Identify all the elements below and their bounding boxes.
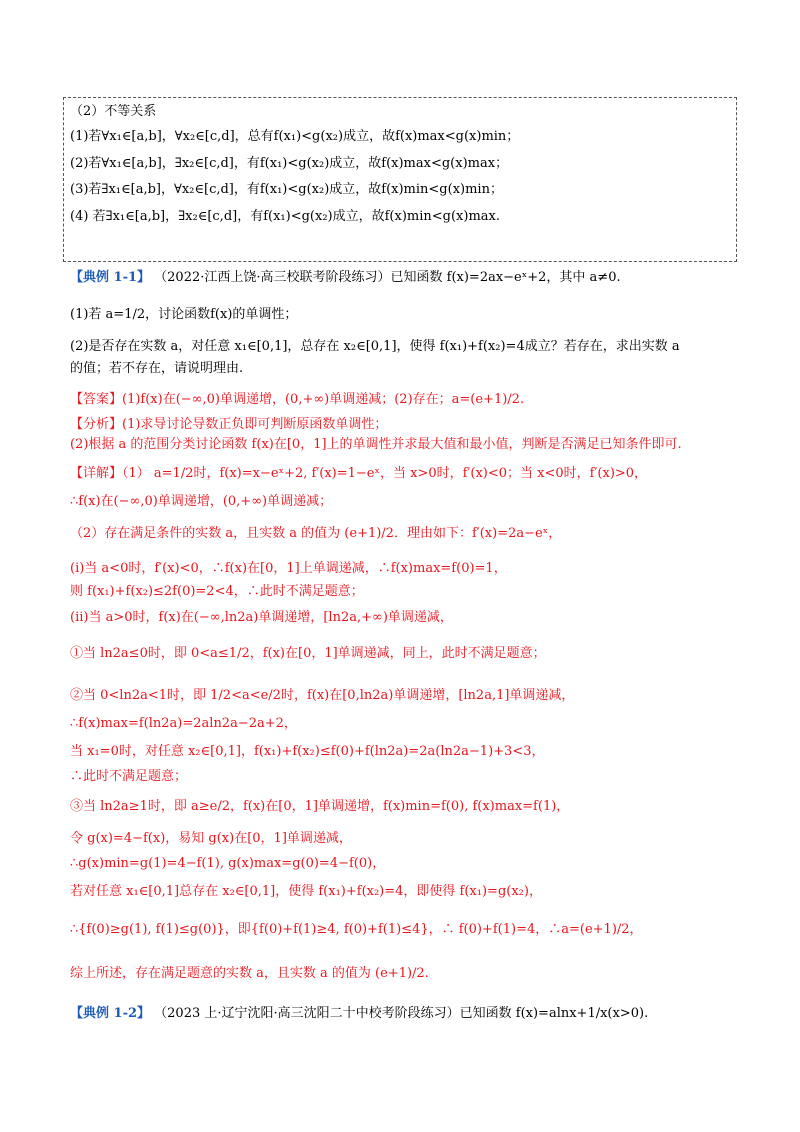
- analysis-2: (2)根据 a 的范围分类讨论函数 f(x)在[0，1]上的单调性并求最大值和最小值，判断是否满足已知条件即可.: [70, 437, 682, 452]
- detail-15: 若对任意 x₁∈[0,1]总存在 x₂∈[0,1]，使得 f(x₁)+f(x₂)=4，即使得 f(x₁)=g(x₂)，: [70, 884, 542, 899]
- detail-4: (i)当 a<0时，f′(x)<0，∴f(x)在[0，1]上单调递减，∴f(x)max=f(0)=1，: [70, 561, 507, 576]
- example-1-source: （2022·江西上饶·高三校联考阶段练习）已知函数 f(x)=2ax−eˣ+2，其中 a≠0.: [154, 270, 621, 285]
- question-1: (1)若 a=1/2，讨论函数f(x)的单调性；: [70, 307, 298, 322]
- box-heading: （2）不等关系: [70, 104, 157, 119]
- detail-3: （2）存在满足条件的实数 a，且实数 a 的值为 (e+1)/2．理由如下：f′(x)=2a−eˣ，: [70, 526, 562, 541]
- detail-6: (ii)当 a>0时，f(x)在(−∞,ln2a)单调递增，[ln2a,+∞)单调递减，: [70, 610, 453, 625]
- detail-14: ∴g(x)min=g(1)=4−f(1), g(x)max=g(0)=4−f(0)，: [70, 856, 386, 871]
- question-2b: 的值；若不存在，请说明理由.: [70, 361, 244, 376]
- detail-10: 当 x₁=0时，对任意 x₂∈[0,1]，f(x₁)+f(x₂)≤f(0)+f(ln2a)=2a(ln2a−1)+3<3，: [70, 744, 545, 759]
- detail-9: ∴f(x)max=f(ln2a)=2aln2a−2a+2，: [70, 716, 297, 731]
- detail-11: ∴此时不满足题意；: [70, 769, 188, 784]
- answer: 【答案】(1)f(x)在(−∞,0)单调递增，(0,+∞)单调递减；(2)存在；a=(e+1)/2.: [70, 392, 525, 407]
- detail-2: ∴f(x)在(−∞,0)单调递增，(0,+∞)单调递减；: [70, 494, 333, 509]
- detail-12: ③当 ln2a≥1时，即 a≥e/2，f(x)在[0，1]单调递增，f(x)min=f(0), f(x)max=f(1)，: [70, 799, 570, 814]
- box-item-1: (1)若∀x₁∈[a,b]，∀x₂∈[c,d]，总有f(x₁)<g(x₂)成立，故f(x)max<g(x)min；: [70, 129, 520, 144]
- example-2-tag: 【典例 1-2】: [70, 1006, 151, 1021]
- box-item-2: (2)若∀x₁∈[a,b]，∃x₂∈[c,d]，有f(x₁)<g(x₂)成立，故f(x)max<g(x)max；: [70, 156, 509, 171]
- detail-16: ∴{f(0)≥g(1), f(1)≤g(0)}，即{f(0)+f(1)≥4, f(0)+f(1)≤4}，∴ f(0)+f(1)=4，∴a=(e+1)/2，: [70, 922, 643, 937]
- example-1-header: [70, 266, 621, 285]
- box-item-3: (3)若∃x₁∈[a,b]，∀x₂∈[c,d]，有f(x₁)<g(x₂)成立，故f(x)min<g(x)min；: [70, 182, 503, 197]
- box-item-4: (4) 若∃x₁∈[a,b]，∃x₂∈[c,d]，有f(x₁)<g(x₂)成立，故f(x)min<g(x)max.: [70, 209, 500, 224]
- detail-17: 综上所述，存在满足题意的实数 a，且实数 a 的值为 (e+1)/2.: [70, 966, 429, 981]
- detail-13: 令 g(x)=4−f(x)，易知 g(x)在[0，1]单调递减，: [70, 831, 352, 846]
- question-2a: (2)是否存在实数 a，对任意 x₁∈[0,1]，总存在 x₂∈[0,1]，使得 f(x₁)+f(x₂)=4成立？若存在，求出实数 a: [70, 339, 680, 354]
- detail-7: ①当 ln2a≤0时，即 0<a≤1/2，f(x)在[0，1]单调递减，同上，此时不满足题意；: [70, 646, 546, 661]
- detail-5: 则 f(x₁)+f(x₂)≤2f(0)=2<4，∴此时不满足题意；: [70, 584, 364, 599]
- example-1-tag: 【典例 1-1】: [70, 270, 151, 285]
- detail-8: ②当 0<ln2a<1时，即 1/2<a<e/2时，f(x)在[0,ln2a)单调递增，[ln2a,1]单调递减，: [70, 688, 575, 703]
- detail-1: 【详解】（1） a=1/2时，f(x)=x−eˣ+2, f′(x)=1−eˣ，当 x>0时，f′(x)<0；当 x<0时，f′(x)>0，: [70, 466, 648, 481]
- example-2-header: [70, 1002, 648, 1021]
- analysis-1: 【分析】(1)求导讨论导数正负即可判断原函数单调性；: [70, 417, 388, 432]
- example-2-source: （2023 上·辽宁沈阳·高三沈阳二十中校考阶段练习）已知函数 f(x)=alnx+1/x(x>0).: [154, 1006, 649, 1021]
